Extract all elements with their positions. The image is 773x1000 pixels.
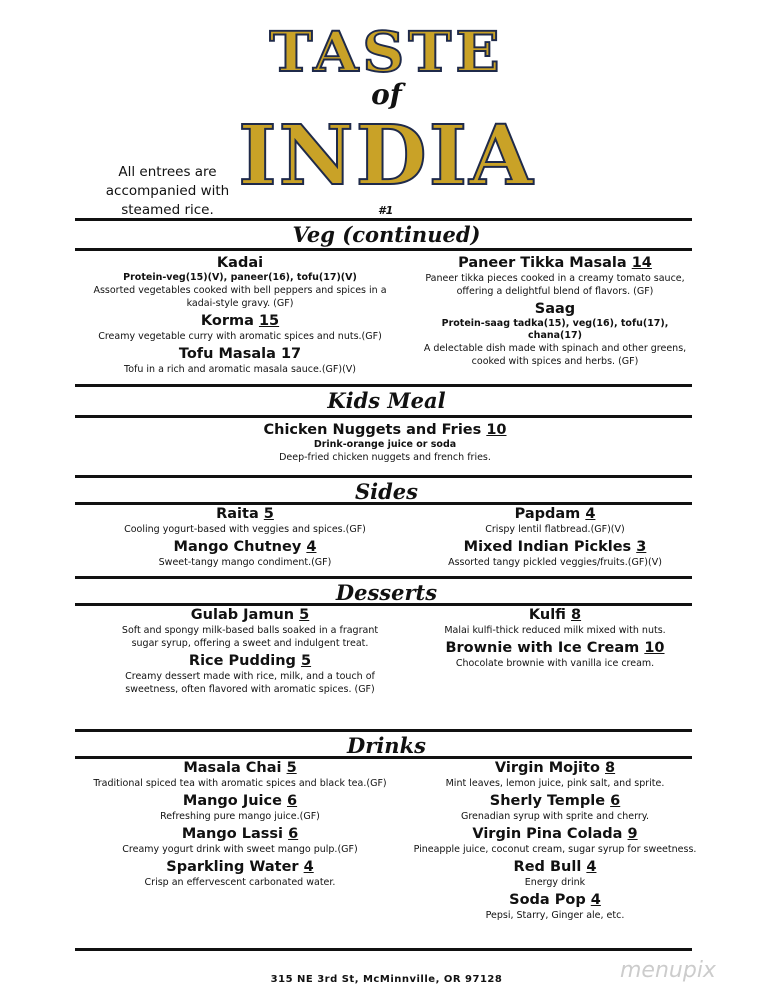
item-name: Tofu Masala <box>178 346 276 362</box>
item-name: Mango Chutney <box>173 539 302 555</box>
logo-taste: TASTE <box>269 19 504 85</box>
menu-item <box>180 421 590 464</box>
item-price: 6 <box>610 793 621 809</box>
section-divider <box>75 729 692 732</box>
item-name-line <box>420 254 690 272</box>
menu-item <box>90 312 390 343</box>
item-description: Creamy dessert made with rice, milk, and a touch of sweetness, often flavored with aromatic spices. (GF) <box>125 671 375 695</box>
menu-item <box>420 300 690 368</box>
item-description: Chocolate brownie with vanilla ice cream. <box>455 658 655 669</box>
item-name-line <box>410 759 700 777</box>
menu-column <box>90 759 390 891</box>
item-name: Raita <box>216 506 259 522</box>
item-name: Papdam <box>514 506 581 522</box>
item-name: Brownie with Ice Cream <box>445 640 640 656</box>
item-name-line <box>410 792 700 810</box>
watermark: menupix <box>620 958 716 983</box>
item-options: Protein-saag tadka(15), veg(16), tofu(17), chana(17) <box>441 318 669 341</box>
item-price: 10 <box>644 640 665 656</box>
menu-item <box>410 606 700 637</box>
item-price: 3 <box>636 539 647 555</box>
section-divider <box>75 475 692 478</box>
menu-item <box>410 759 700 790</box>
logo-india: INDIA <box>238 108 535 204</box>
section-divider <box>75 218 692 221</box>
item-description: Refreshing pure mango juice.(GF) <box>160 811 320 822</box>
menu-column <box>180 421 590 466</box>
menu-item <box>90 858 390 889</box>
item-price: 8 <box>571 607 582 623</box>
item-name: Paneer Tikka Masala <box>458 255 627 271</box>
section-divider <box>75 576 692 579</box>
item-name: Sherly Temple <box>489 793 606 809</box>
logo-of: of <box>371 78 402 111</box>
item-description: A delectable dish made with spinach and other greens, cooked with spices and herbs. (GF) <box>423 343 687 367</box>
item-name-line <box>410 538 700 556</box>
menu-column <box>420 254 690 370</box>
item-name: Sparkling Water <box>166 859 299 875</box>
item-name: Soda Pop <box>509 892 586 908</box>
item-description: Energy drink <box>524 877 586 888</box>
item-name: Masala Chai <box>183 760 282 776</box>
menu-item <box>410 792 700 823</box>
item-name: Gulab Jamun <box>190 607 295 623</box>
menu-column <box>85 505 405 571</box>
item-options: Protein-veg(15)(V), paneer(16), tofu(17)(V) <box>123 272 357 283</box>
item-name-line <box>85 538 405 556</box>
item-description: Crispy lentil flatbread.(GF)(V) <box>485 524 625 535</box>
item-name-line <box>420 300 690 318</box>
item-price: 5 <box>263 506 274 522</box>
item-name-line <box>90 254 390 272</box>
item-name-line <box>410 606 700 624</box>
menu-item <box>410 858 700 889</box>
menu-item <box>410 505 700 536</box>
item-description: Soft and spongy milk-based balls soaked in a fragrant sugar syrup, offering a sweet and indulgent treat. <box>121 625 379 649</box>
menu-column <box>410 505 700 571</box>
section-title: Drinks <box>347 733 426 758</box>
menu-item <box>410 825 700 856</box>
item-price: 5 <box>299 607 310 623</box>
item-options: Drink-orange juice or soda <box>313 439 457 450</box>
page-number: #1 <box>378 204 394 217</box>
item-description: Traditional spiced tea with aromatic spices and black tea.(GF) <box>93 778 387 789</box>
item-name: Chicken Nuggets and Fries <box>263 422 482 438</box>
menu-item <box>110 652 390 696</box>
item-price: 4 <box>303 859 314 875</box>
menu-column <box>90 254 390 378</box>
menu-column <box>110 606 390 698</box>
item-description: Malai kulfi-thick reduced milk mixed with nuts. <box>444 625 666 636</box>
menu-item <box>90 825 390 856</box>
section-divider <box>75 415 692 418</box>
item-name: Korma <box>200 313 254 329</box>
item-price: 4 <box>585 506 596 522</box>
item-description: Assorted tangy pickled veggies/fruits.(GF)(V) <box>448 557 662 568</box>
menu-item <box>420 254 690 298</box>
item-description: Pineapple juice, coconut cream, sugar syrup for sweetness. <box>413 844 697 855</box>
menu-item <box>90 792 390 823</box>
item-name: Kulfi <box>528 607 566 623</box>
item-name: Saag <box>534 301 576 317</box>
menu-item <box>85 505 405 536</box>
item-price: 4 <box>306 539 317 555</box>
item-price: 5 <box>286 760 297 776</box>
item-description: Creamy yogurt drink with sweet mango pulp.(GF) <box>122 844 358 855</box>
item-price: 8 <box>605 760 616 776</box>
item-description: Cooling yogurt-based with veggies and spices.(GF) <box>124 524 366 535</box>
item-name: Rice Pudding <box>188 653 296 669</box>
address: 315 NE 3rd St, McMinnville, OR 97128 <box>270 974 503 985</box>
section-divider <box>75 384 692 387</box>
item-price: 4 <box>586 859 597 875</box>
item-name-line <box>410 825 700 843</box>
item-price: 17 <box>280 346 302 362</box>
item-name: Mixed Indian Pickles <box>463 539 632 555</box>
item-price: 6 <box>287 793 298 809</box>
item-name-line <box>90 759 390 777</box>
item-name-line <box>410 505 700 523</box>
menu-item <box>410 538 700 569</box>
section-title: Kids Meal <box>327 388 446 413</box>
section-divider <box>75 948 692 951</box>
item-name-line <box>90 792 390 810</box>
item-name: Mango Lassi <box>181 826 284 842</box>
section-title: Desserts <box>335 580 438 605</box>
item-name-line <box>410 891 700 909</box>
item-description: Grenadian syrup with sprite and cherry. <box>460 811 650 822</box>
item-description: Tofu in a rich and aromatic masala sauce.(GF)(V) <box>124 364 356 375</box>
item-name-line <box>90 312 390 330</box>
menu-column <box>410 759 700 924</box>
section-title: Veg (continued) <box>292 222 481 247</box>
item-price: 14 <box>631 255 652 271</box>
menu-item <box>410 891 700 922</box>
item-name: Kadai <box>216 255 264 271</box>
item-price: 9 <box>627 826 638 842</box>
item-description: Crisp an effervescent carbonated water. <box>144 877 336 888</box>
menu-column <box>410 606 700 672</box>
item-name: Virgin Mojito <box>494 760 600 776</box>
item-name: Mango Juice <box>182 793 282 809</box>
item-description: Deep-fried chicken nuggets and french fries. <box>279 452 491 463</box>
menu-item <box>90 759 390 790</box>
item-name-line <box>85 505 405 523</box>
item-name: Virgin Pina Colada <box>472 826 623 842</box>
item-name-line <box>180 421 590 439</box>
item-name-line <box>110 652 390 670</box>
item-price: 5 <box>300 653 312 669</box>
intro-note: All entrees are accompanied with steamed rice. <box>105 164 230 218</box>
menu-item <box>90 254 390 310</box>
menu-item <box>410 639 700 670</box>
item-description: Creamy vegetable curry with aromatic spices and nuts.(GF) <box>98 331 382 342</box>
menu-item <box>110 606 390 650</box>
item-price: 4 <box>590 892 601 908</box>
section-title: Sides <box>354 479 418 504</box>
item-description: Assorted vegetables cooked with bell peppers and spices in a kadai-style gravy. (GF) <box>93 285 387 309</box>
item-description: Mint leaves, lemon juice, pink salt, and sprite. <box>445 778 665 789</box>
item-name-line <box>410 639 700 657</box>
item-name-line <box>90 858 390 876</box>
item-name-line <box>410 858 700 876</box>
item-description: Paneer tikka pieces cooked in a creamy tomato sauce, offering a delightful blend of flavors. (GF) <box>425 273 685 297</box>
item-name-line <box>90 825 390 843</box>
menu-item <box>90 345 390 376</box>
menu-item <box>85 538 405 569</box>
section-divider <box>75 248 692 251</box>
item-name-line <box>90 345 390 363</box>
item-description: Pepsi, Starry, Ginger ale, etc. <box>485 910 625 921</box>
item-price: 10 <box>486 422 507 438</box>
item-price: 15 <box>258 313 280 329</box>
item-price: 6 <box>288 826 299 842</box>
item-name: Red Bull <box>513 859 582 875</box>
item-name-line <box>110 606 390 624</box>
item-description: Sweet-tangy mango condiment.(GF) <box>158 557 332 568</box>
